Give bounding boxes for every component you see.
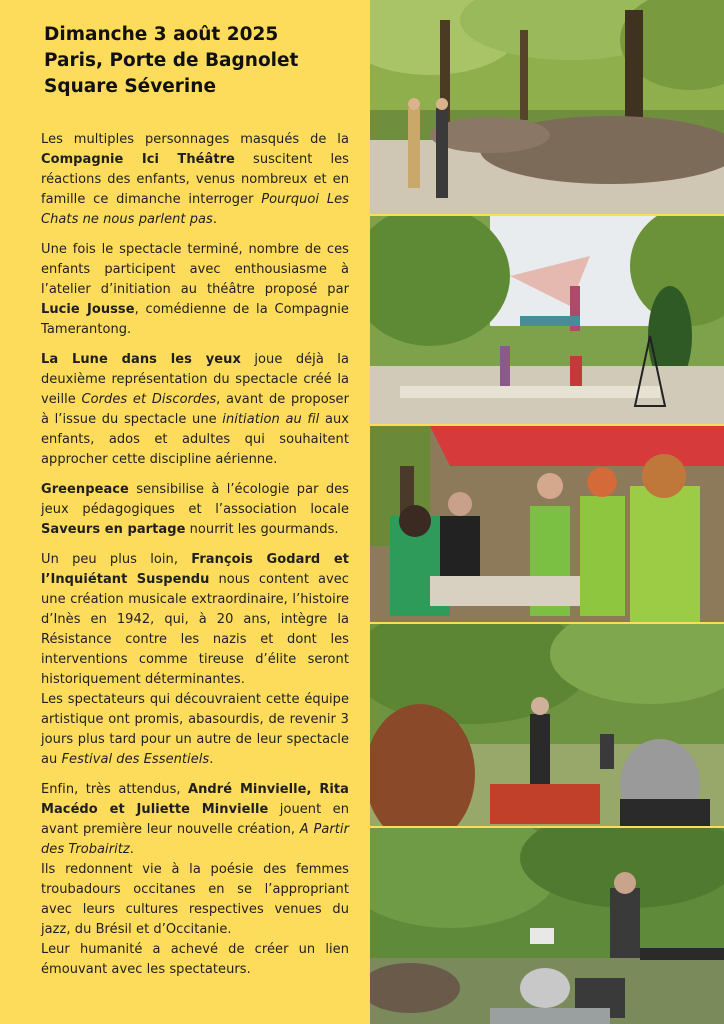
activity-name: initiation au fil [222, 412, 320, 427]
event-header [44, 22, 364, 100]
photo-park-audience [370, 0, 724, 214]
company-name: Compagnie Ici Théâtre [41, 152, 235, 167]
photo-aerial-performance [370, 216, 724, 424]
paragraph-ici-theatre: Les multiples personnages masqués de la Compagnie Ici Théâtre suscitent les réactions des enfants, venus nombreux et en famille ce dimanche interroger Pourquoi Les Chats ne nous parlent pas. [41, 132, 350, 227]
company-name: François Godard et l’Inquiétant Suspendu [41, 552, 349, 587]
event-venue: Square Séverine [44, 76, 216, 97]
show-title: Pourquoi Les Chats ne nous parlent pas [41, 192, 349, 227]
artist-names: André Minvielle, Rita Macédo et Juliette Minvielle [41, 782, 350, 817]
paragraph-godard: Un peu plus loin, François Godard et l’Inquiétant Suspendu nous content avec une création musicale extraordinaire, l’histoire d’Inès en 1942, qui, à 20 ans, intègre la Résistance contre les nazis et dont les interventions comme tireuse d’élite seront historiquement déterminantes. [41, 552, 349, 687]
company-name: La Lune dans les yeux [41, 352, 241, 367]
photo-column [370, 0, 724, 1024]
article-body [41, 130, 349, 980]
photo-greenpeace-stand [370, 426, 724, 622]
event-location: Paris, Porte de Bagnolet [44, 50, 299, 71]
paragraph-humanite: Leur humanité a achevé de créer un lien émouvant avec les spectateurs. [41, 942, 349, 977]
photo-concert [370, 828, 724, 1024]
paragraph-lune: La Lune dans les yeux joue déjà la deuxième représentation du spectacle créé la veille Cordes et Discordes, avant de proposer à l’issue du spectacle une initiation au fil aux enfants, ados et adultes qui souhaitent approcher cette discipline aérienne. [41, 352, 349, 467]
paragraph-greenpeace: Greenpeace sensibilise à l’écologie par des jeux pédagogiques et l’association locale Saveurs en partage nourrit les gourmands. [41, 482, 349, 537]
paragraph-troubadours: Ils redonnent vie à la poésie des femmes troubadours occitanes en se l’appropriant avec leurs cultures respectives venues du jazz, du Brésil et d’Occitanie. [41, 862, 349, 937]
paragraph-atelier: Une fois le spectacle terminé, nombre de ces enfants participent avec enthousiasme à l’atelier d’initiation au théâtre proposé par Lucie Jousse, comédienne de la Compagnie Tamerantong. [41, 242, 349, 337]
show-title: A Partir des Trobairitz [41, 822, 349, 857]
festival-name: Festival des Essentiels [61, 752, 210, 767]
paragraph-minvielle: Enfin, très attendus, André Minvielle, Rita Macédo et Juliette Minvielle jouent en avant première leur nouvelle création, A Partir des Trobairitz. [41, 782, 350, 857]
paragraph-spectateurs: Les spectateurs qui découvraient cette équipe artistique ont promis, abasourdis, de revenir 3 jours plus tard pour un autre de leur spectacle au Festival des Essentiels. [41, 692, 349, 767]
event-date: Dimanche 3 août 2025 [44, 24, 279, 45]
person-name: Lucie Jousse [41, 302, 135, 317]
organization-name: Greenpeace [41, 482, 129, 497]
photo-storyteller-performance [370, 624, 724, 826]
show-title: Cordes et Discordes [81, 392, 217, 407]
organization-name: Saveurs en partage [41, 522, 186, 537]
